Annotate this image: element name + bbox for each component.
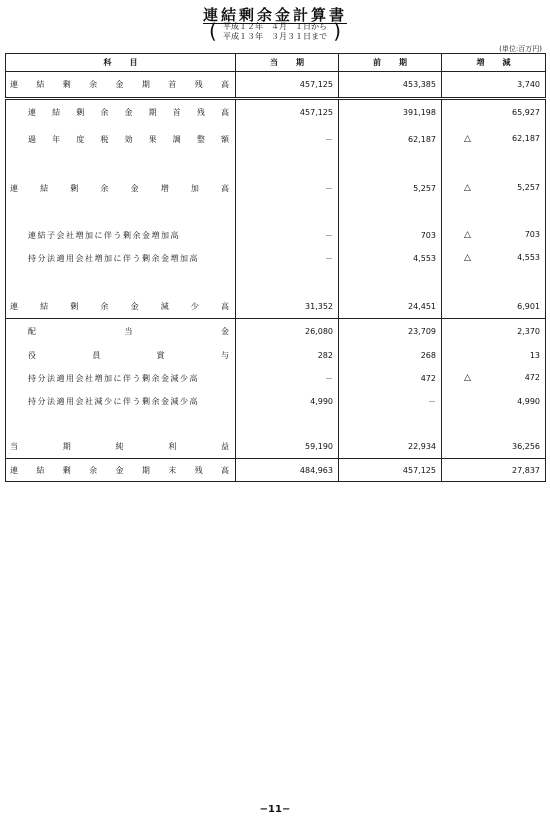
table-row [6, 413, 546, 436]
unit-label: (単位:百万円) [499, 45, 542, 53]
close-paren: ) [333, 19, 341, 43]
table-row [6, 270, 546, 296]
cell-value: 4,553 [413, 253, 436, 263]
cell-value: － [325, 253, 333, 263]
row-label [6, 126, 236, 153]
row-label [6, 390, 236, 413]
cell-value: 59,190 [305, 442, 333, 452]
negative-triangle-icon: △ [464, 134, 471, 144]
cell-current [236, 126, 339, 153]
cell-current [236, 296, 339, 319]
cell-change [442, 270, 546, 296]
cell-value: 472 [524, 373, 540, 382]
cell-current [236, 224, 339, 247]
cell-change [442, 72, 546, 99]
cell-value: 457,125 [299, 80, 333, 89]
row-label-text: 連 結 剰 余 金 増 加 高 [10, 183, 229, 193]
row-label [6, 72, 236, 99]
negative-triangle-icon: △ [464, 183, 471, 193]
cell-value: 4,990 [517, 396, 540, 406]
cell-change [442, 319, 546, 344]
cell-current [236, 367, 339, 390]
cell-value: 62,187 [408, 134, 436, 144]
cell-value: 4,990 [310, 396, 333, 406]
row-label [6, 296, 236, 319]
cell-current [236, 201, 339, 224]
negative-triangle-icon: △ [464, 253, 471, 263]
cell-previous [339, 344, 442, 367]
cell-value: 62,187 [512, 134, 540, 143]
header-item: 科目 [6, 54, 236, 72]
row-label [6, 436, 236, 459]
cell-change [442, 201, 546, 224]
row-label-text: 持分法適用会社増加に伴う剰余金増加高 [28, 253, 199, 263]
cell-value: 65,927 [512, 108, 540, 118]
row-label [6, 153, 236, 176]
table-row [6, 72, 546, 99]
header-current: 当期 [236, 54, 339, 72]
page-number: −11− [259, 804, 291, 815]
table-row [6, 344, 546, 367]
cell-value: 3,740 [517, 80, 540, 89]
row-label-text: 過 年 度 税 効 果 調 整 額 [28, 134, 229, 144]
table-row [6, 459, 546, 482]
header-previous: 前期 [339, 54, 442, 72]
row-label [6, 459, 236, 482]
row-label-text: 連 結 剰 余 金 減 少 高 [10, 302, 229, 312]
negative-triangle-icon: △ [464, 230, 471, 240]
cell-change [442, 367, 546, 390]
cell-value: 26,080 [305, 326, 333, 336]
table-row [6, 153, 546, 176]
table-row [6, 224, 546, 247]
cell-value: 4,553 [517, 253, 540, 262]
cell-value: 457,125 [402, 465, 436, 475]
row-label [6, 176, 236, 201]
row-label [6, 99, 236, 126]
negative-triangle-icon: △ [464, 373, 471, 383]
cell-previous [339, 413, 442, 436]
cell-value: － [325, 230, 333, 240]
period-start: 平成１２年 ４月 １日から [223, 22, 327, 31]
cell-value: － [325, 134, 333, 144]
cell-previous [339, 126, 442, 153]
cell-change [442, 176, 546, 201]
cell-previous [339, 153, 442, 176]
row-label-text: 役 員 賞 与 [28, 350, 229, 360]
cell-previous [339, 367, 442, 390]
cell-current [236, 390, 339, 413]
cell-value: 2,370 [517, 326, 540, 336]
cell-change [442, 413, 546, 436]
cell-value: 23,709 [408, 326, 436, 336]
header-change: 増減 [442, 54, 546, 72]
cell-change [442, 459, 546, 482]
cell-value: 472 [420, 373, 436, 383]
cell-previous [339, 459, 442, 482]
cell-previous [339, 72, 442, 99]
cell-current [236, 72, 339, 99]
row-label [6, 247, 236, 270]
period-range [0, 19, 550, 43]
cell-value: 391,198 [402, 108, 436, 118]
cell-change [442, 296, 546, 319]
cell-value: 282 [317, 350, 333, 360]
cell-current [236, 436, 339, 459]
cell-change [442, 224, 546, 247]
cell-current [236, 99, 339, 126]
row-label [6, 413, 236, 436]
cell-current [236, 459, 339, 482]
cell-change [442, 126, 546, 153]
row-label [6, 224, 236, 247]
table-row [6, 176, 546, 201]
cell-change [442, 247, 546, 270]
table-row [6, 319, 546, 344]
cell-value: 703 [420, 230, 436, 240]
cell-previous [339, 436, 442, 459]
table-row [6, 126, 546, 153]
table-row [6, 390, 546, 413]
row-label [6, 344, 236, 367]
table-row [6, 201, 546, 224]
cell-current [236, 247, 339, 270]
cell-change [442, 99, 546, 126]
cell-value: 24,451 [408, 302, 436, 312]
cell-value: 13 [529, 350, 540, 360]
table-row [6, 436, 546, 459]
cell-value: 457,125 [299, 108, 333, 118]
surplus-statement-table [5, 53, 546, 482]
cell-value: 453,385 [402, 80, 436, 89]
table-row [6, 296, 546, 319]
row-label [6, 270, 236, 296]
cell-previous [339, 99, 442, 126]
row-label [6, 367, 236, 390]
cell-current [236, 270, 339, 296]
cell-current [236, 153, 339, 176]
row-label-text: 持分法適用会社増加に伴う剰余金減少高 [28, 373, 199, 383]
row-label-text: 連 結 剰 余 金 期 首 残 高 [10, 80, 229, 89]
cell-value: － [428, 396, 436, 406]
cell-value: 27,837 [512, 465, 540, 475]
cell-value: 22,934 [408, 442, 436, 452]
open-paren: ( [209, 19, 217, 43]
cell-previous [339, 224, 442, 247]
table-row [6, 367, 546, 390]
cell-current [236, 344, 339, 367]
cell-previous [339, 390, 442, 413]
cell-previous [339, 319, 442, 344]
cell-current [236, 176, 339, 201]
cell-previous [339, 247, 442, 270]
cell-previous [339, 176, 442, 201]
cell-value: 6,901 [517, 302, 540, 312]
cell-change [442, 390, 546, 413]
row-label-text: 連結子会社増加に伴う剰余金増加高 [28, 230, 180, 240]
row-label-text: 連 結 剰 余 金 期 末 残 高 [10, 465, 229, 475]
row-label [6, 201, 236, 224]
cell-value: 5,257 [517, 183, 540, 192]
document-title: 連結剰余金計算書 [202, 6, 347, 24]
cell-value: 31,352 [305, 302, 333, 312]
cell-current [236, 413, 339, 436]
table-row [6, 247, 546, 270]
table-row [6, 99, 546, 126]
cell-change [442, 344, 546, 367]
cell-value: － [325, 183, 333, 193]
row-label-text: 連 結 剰 余 金 期 首 残 高 [28, 108, 229, 118]
cell-value: 268 [420, 350, 436, 360]
cell-value: － [325, 373, 333, 383]
row-label [6, 319, 236, 344]
cell-value: 484,963 [299, 465, 333, 475]
cell-previous [339, 201, 442, 224]
cell-value: 703 [524, 230, 540, 239]
cell-change [442, 153, 546, 176]
cell-value: 5,257 [413, 183, 436, 193]
period-end: 平成１３年 ３月３１日まで [223, 32, 327, 41]
cell-current [236, 319, 339, 344]
header-row [6, 54, 546, 72]
row-label-text: 当 期 純 利 益 [10, 442, 229, 452]
cell-value: 36,256 [512, 442, 540, 452]
row-label-text: 持分法適用会社減少に伴う剰余金減少高 [28, 396, 199, 406]
cell-previous [339, 296, 442, 319]
cell-previous [339, 270, 442, 296]
row-label-text: 配 当 金 [28, 326, 229, 336]
cell-change [442, 436, 546, 459]
